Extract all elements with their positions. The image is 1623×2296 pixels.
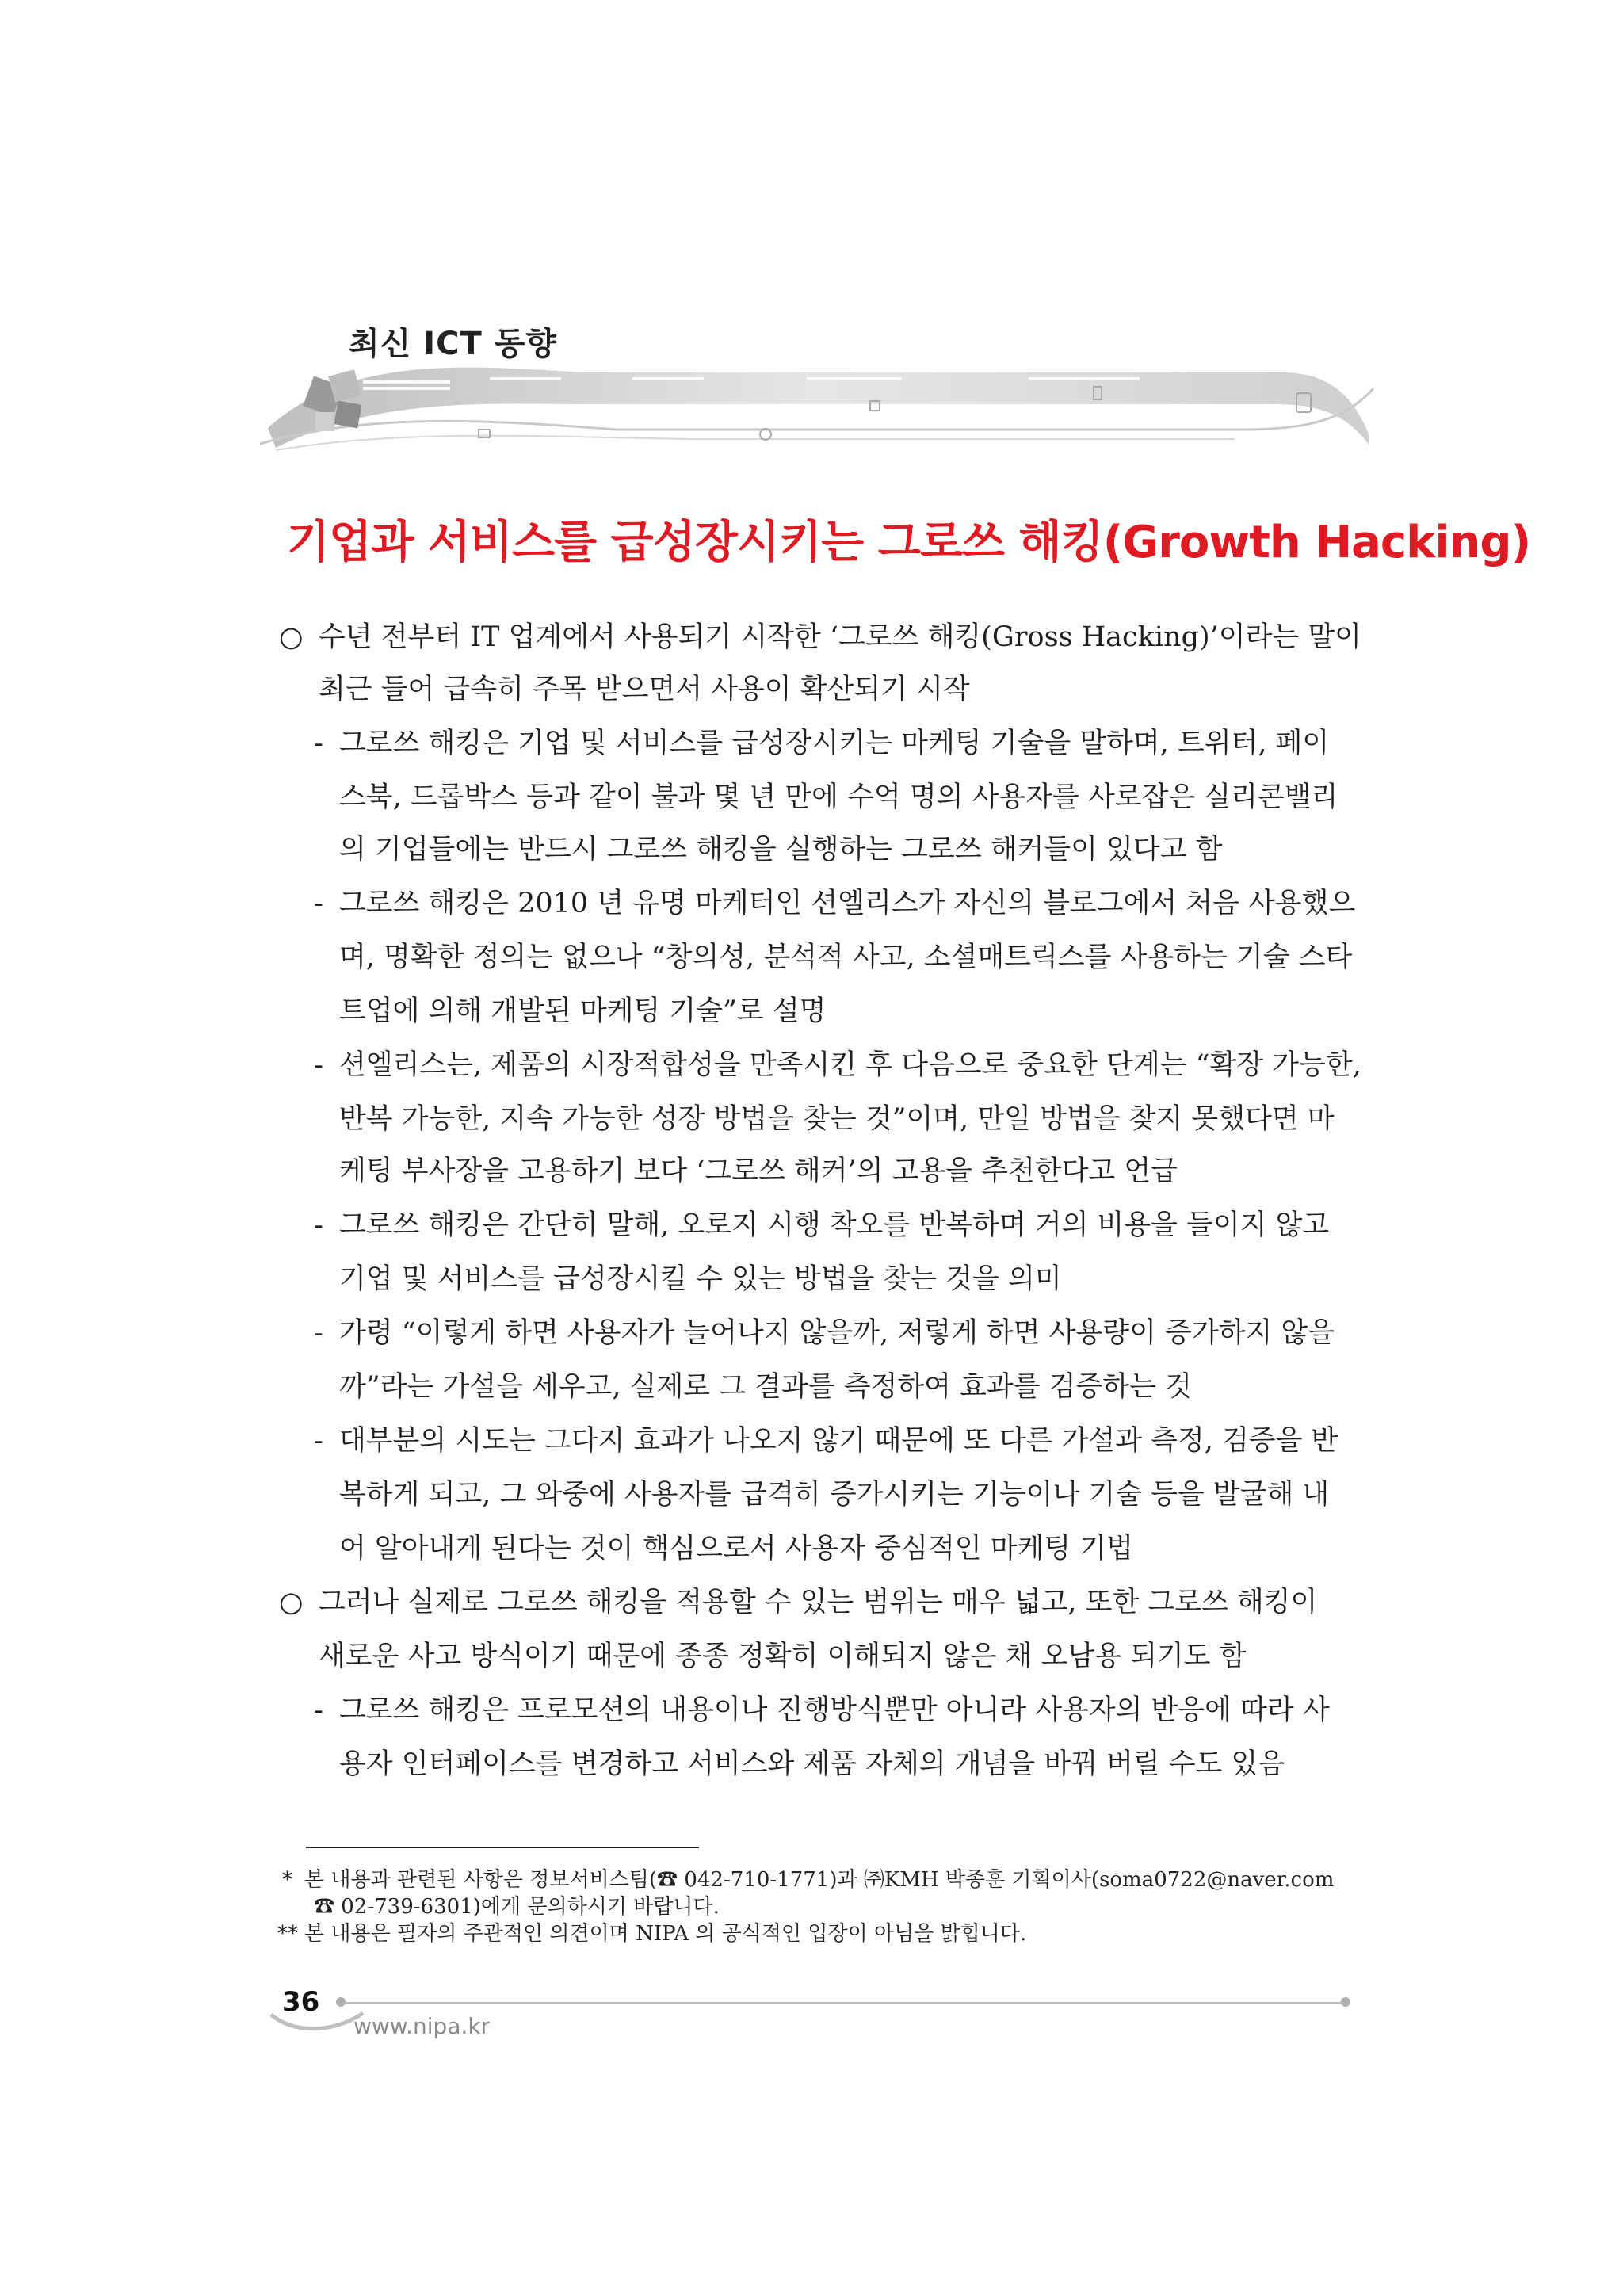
document-title: 기업과 서비스를 급성장시키는 그로쓰 해킹(Growth Hacking) — [287, 517, 1531, 568]
text-line: 새로운 사고 방식이기 때문에 종종 정확히 이해되지 않은 채 오남용 되기도 함 — [319, 1641, 1247, 1672]
dash-marker: - — [314, 1317, 323, 1349]
text-line: 반복 가능한, 지속 가능한 성장 방법을 찾는 것”이며, 만일 방법을 찾지 못했다면 마 — [339, 1103, 1335, 1135]
dash-marker: - — [314, 1694, 323, 1726]
footer-dot-right — [1341, 1997, 1350, 2007]
footer-url: www.nipa.kr — [353, 2013, 491, 2039]
dash-marker: - — [314, 728, 323, 759]
text-line: 수년 전부터 IT 업계에서 사용되기 시작한 ‘그로쓰 해킹(Gross Hacking)’이라는 말이 — [319, 621, 1361, 653]
text-line: 가령 “이렇게 하면 사용자가 늘어나지 않을까, 저렇게 하면 사용량이 증가하지 않을 — [339, 1317, 1335, 1349]
text-line: 최근 들어 급속히 주목 받으면서 사용이 확산되기 시작 — [319, 674, 970, 705]
text-line: 케팅 부사장을 고용하기 보다 ‘그로쓰 해커’의 고용을 추천한다고 언급 — [339, 1156, 1178, 1187]
circle-marker: ○ — [279, 621, 304, 653]
section-label: 최신 ICT 동향 — [349, 326, 557, 362]
text-line: 스북, 드롭박스 등과 같이 불과 몇 년 만에 수억 명의 사용자를 사로잡은 실리콘밸리 — [339, 781, 1338, 813]
page-number: 36 — [282, 1986, 320, 2018]
dash-marker: - — [314, 1425, 323, 1457]
footer-dot-left — [336, 1997, 346, 2007]
text-line: 그로쓰 해킹은 2010 년 유명 마케터인 션엘리스가 자신의 블로그에서 처음 사용했으 — [339, 888, 1356, 919]
footnote-text: ☎ 02-739-6301)에게 문의하시기 바랍니다. — [314, 1895, 720, 1919]
text-line: 복하게 되고, 그 와중에 사용자를 급격히 증가시키는 기능이나 기술 등을 발굴해 내 — [339, 1479, 1330, 1511]
text-line: 의 기업들에는 반드시 그로쓰 해킹을 실행하는 그로쓰 해커들이 있다고 함 — [339, 834, 1223, 865]
dash-marker: - — [314, 1049, 323, 1081]
text-line: 션엘리스는, 제품의 시장적합성을 만족시킨 후 다음으로 중요한 단계는 “확장 가능한, — [339, 1049, 1361, 1081]
text-line: 어 알아내게 된다는 것이 핵심으로서 사용자 중심적인 마케팅 기법 — [339, 1533, 1133, 1564]
text-line: 용자 인터페이스를 변경하고 서비스와 제품 자체의 개념을 바꿔 버릴 수도 있음 — [339, 1748, 1285, 1780]
text-line: 대부분의 시도는 그다지 효과가 나오지 않기 때문에 또 다른 가설과 측정, 검증을 반 — [339, 1425, 1338, 1457]
text-line: 기업 및 서비스를 급성장시킬 수 있는 방법을 찾는 것을 의미 — [339, 1263, 1062, 1295]
text-line: 그로쓰 해킹은 기업 및 서비스를 급성장시키는 마케팅 기술을 말하며, 트위터, 페이 — [339, 728, 1330, 759]
text-line: 그러나 실제로 그로쓰 해킹을 적용할 수 있는 범위는 매우 넓고, 또한 그로쓰 해킹이 — [319, 1587, 1318, 1618]
footnote-marker: * — [282, 1868, 292, 1892]
text-line: 그로쓰 해킹은 프로모션의 내용이나 진행방식뿐만 아니라 사용자의 반응에 따라 사 — [339, 1694, 1330, 1726]
text-line: 까”라는 가설을 세우고, 실제로 그 결과를 측정하여 효과를 검증하는 것 — [339, 1371, 1192, 1403]
footnote-divider — [306, 1847, 699, 1848]
dash-marker: - — [314, 888, 323, 919]
text-line: 그로쓰 해킹은 간단히 말해, 오로지 시행 착오를 반복하며 거의 비용을 들이지 않고 — [339, 1209, 1330, 1241]
text-line: 트업에 의해 개발된 마케팅 기술”로 설명 — [339, 995, 827, 1027]
text-line: 며, 명확한 정의는 없으나 “창의성, 분석적 사고, 소셜매트릭스를 사용하는 기술 스타 — [339, 942, 1353, 973]
footer-divider — [341, 2002, 1347, 2004]
footnote-text: 본 내용과 관련된 사항은 정보서비스팀(☎ 042-710-1771)과 ㈜KMH 박종훈 기획이사(soma0722@naver.com — [304, 1868, 1335, 1892]
footnote-marker: ** — [277, 1922, 298, 1946]
dash-marker: - — [314, 1209, 323, 1241]
footnote-text: 본 내용은 필자의 주관적인 의견이며 NIPA 의 공식적인 입장이 아님을 밝힙니다. — [304, 1922, 1027, 1946]
footer-swoosh-graphic — [269, 2010, 365, 2034]
circle-marker: ○ — [279, 1587, 304, 1618]
